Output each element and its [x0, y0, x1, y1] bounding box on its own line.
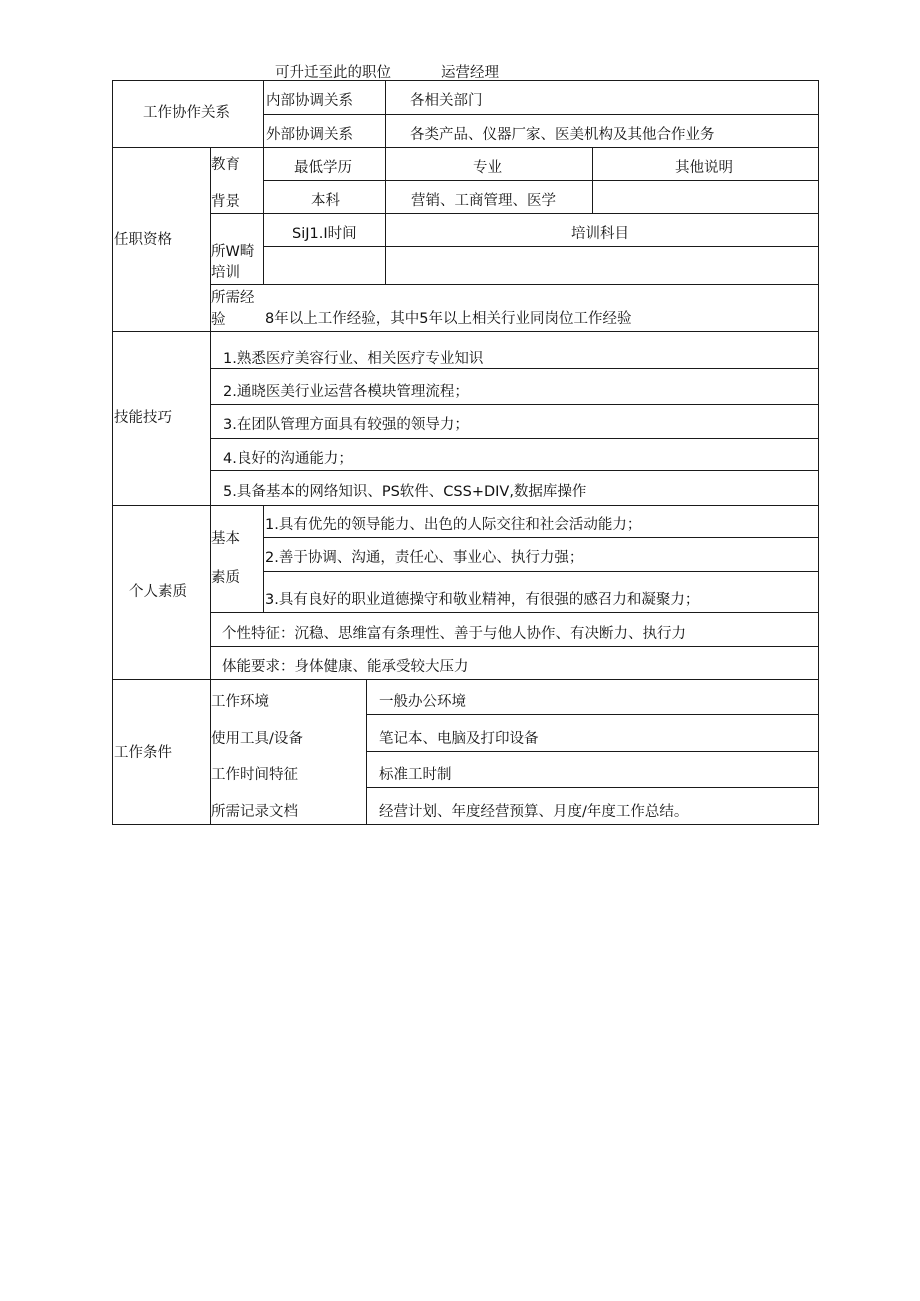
basic-quality-item: 2.善于协调、沟通，责任心、事业心、执行力强； — [265, 550, 584, 566]
education-label: 背景 — [211, 194, 240, 210]
personality-traits: 个性特征：沉稳、思维富有条理性、善于与他人协作、有决断力、执行力 — [222, 626, 686, 642]
section-work-relations: 工作协作关系 — [143, 105, 230, 121]
external-relations-value: 各类产品、仪器厂家、医美机构及其他合作业务 — [410, 127, 715, 143]
promotion-label: 可升迁至此的职位 — [275, 65, 391, 81]
basic-quality-label: 素质 — [211, 570, 240, 586]
condition-label: 使用工具/设备 — [211, 731, 303, 747]
skill-item: 4.良好的沟通能力； — [223, 451, 353, 467]
condition-label: 所需记录文档 — [211, 804, 298, 820]
education-header-degree: 最低学历 — [294, 160, 352, 176]
condition-label: 工作环境 — [211, 694, 269, 710]
training-header-subject: 培训科目 — [571, 226, 629, 242]
promotion-value: 运营经理 — [441, 65, 499, 81]
condition-value: 标准工时制 — [379, 767, 452, 783]
education-value-degree: 本科 — [311, 193, 340, 209]
basic-quality-label: 基本 — [211, 531, 240, 547]
condition-value: 经营计划、年度经营预算、月度/年度工作总结。 — [379, 804, 689, 820]
external-relations-label: 外部协调关系 — [266, 127, 353, 143]
education-header-major: 专业 — [473, 160, 502, 176]
training-header-time: SiJ1.I时间 — [292, 226, 357, 242]
experience-value: 8年以上工作经验，其中5年以上相关行业同岗位工作经验 — [265, 311, 632, 327]
condition-value: 一般办公环境 — [379, 694, 466, 710]
section-qualification: 任职资格 — [114, 232, 172, 248]
skill-item: 1.熟悉医疗美容行业、相关医疗专业知识 — [223, 351, 484, 367]
physical-requirements: 体能要求：身体健康、能承受较大压力 — [222, 659, 469, 675]
basic-quality-item: 3.具有良好的职业道德操守和敬业精神，有很强的感召力和凝聚力； — [265, 592, 700, 608]
experience-label: 所需经 — [211, 290, 255, 306]
section-skills: 技能技巧 — [114, 410, 172, 426]
condition-value: 笔记本、电脑及打印设备 — [379, 731, 539, 747]
section-conditions: 工作条件 — [114, 745, 172, 761]
section-personal: 个人素质 — [129, 584, 187, 600]
training-label: 所W畸 — [211, 244, 255, 260]
training-label: 培训 — [211, 265, 240, 281]
condition-label: 工作时间特征 — [211, 767, 298, 783]
experience-label: 验 — [211, 312, 226, 328]
skill-item: 5.具备基本的网络知识、PS软件、CSS+DIV,数据库操作 — [223, 484, 587, 500]
internal-relations-value: 各相关部门 — [410, 93, 483, 109]
education-label: 教育 — [211, 157, 240, 173]
basic-quality-item: 1.具有优先的领导能力、出色的人际交往和社会活动能力； — [265, 517, 642, 533]
internal-relations-label: 内部协调关系 — [266, 93, 353, 109]
education-value-major: 营销、工商管理、医学 — [411, 193, 556, 209]
skill-item: 2.通晓医美行业运营各模块管理流程； — [223, 384, 469, 400]
skill-item: 3.在团队管理方面具有较强的领导力； — [223, 417, 469, 433]
education-header-notes: 其他说明 — [675, 160, 733, 176]
